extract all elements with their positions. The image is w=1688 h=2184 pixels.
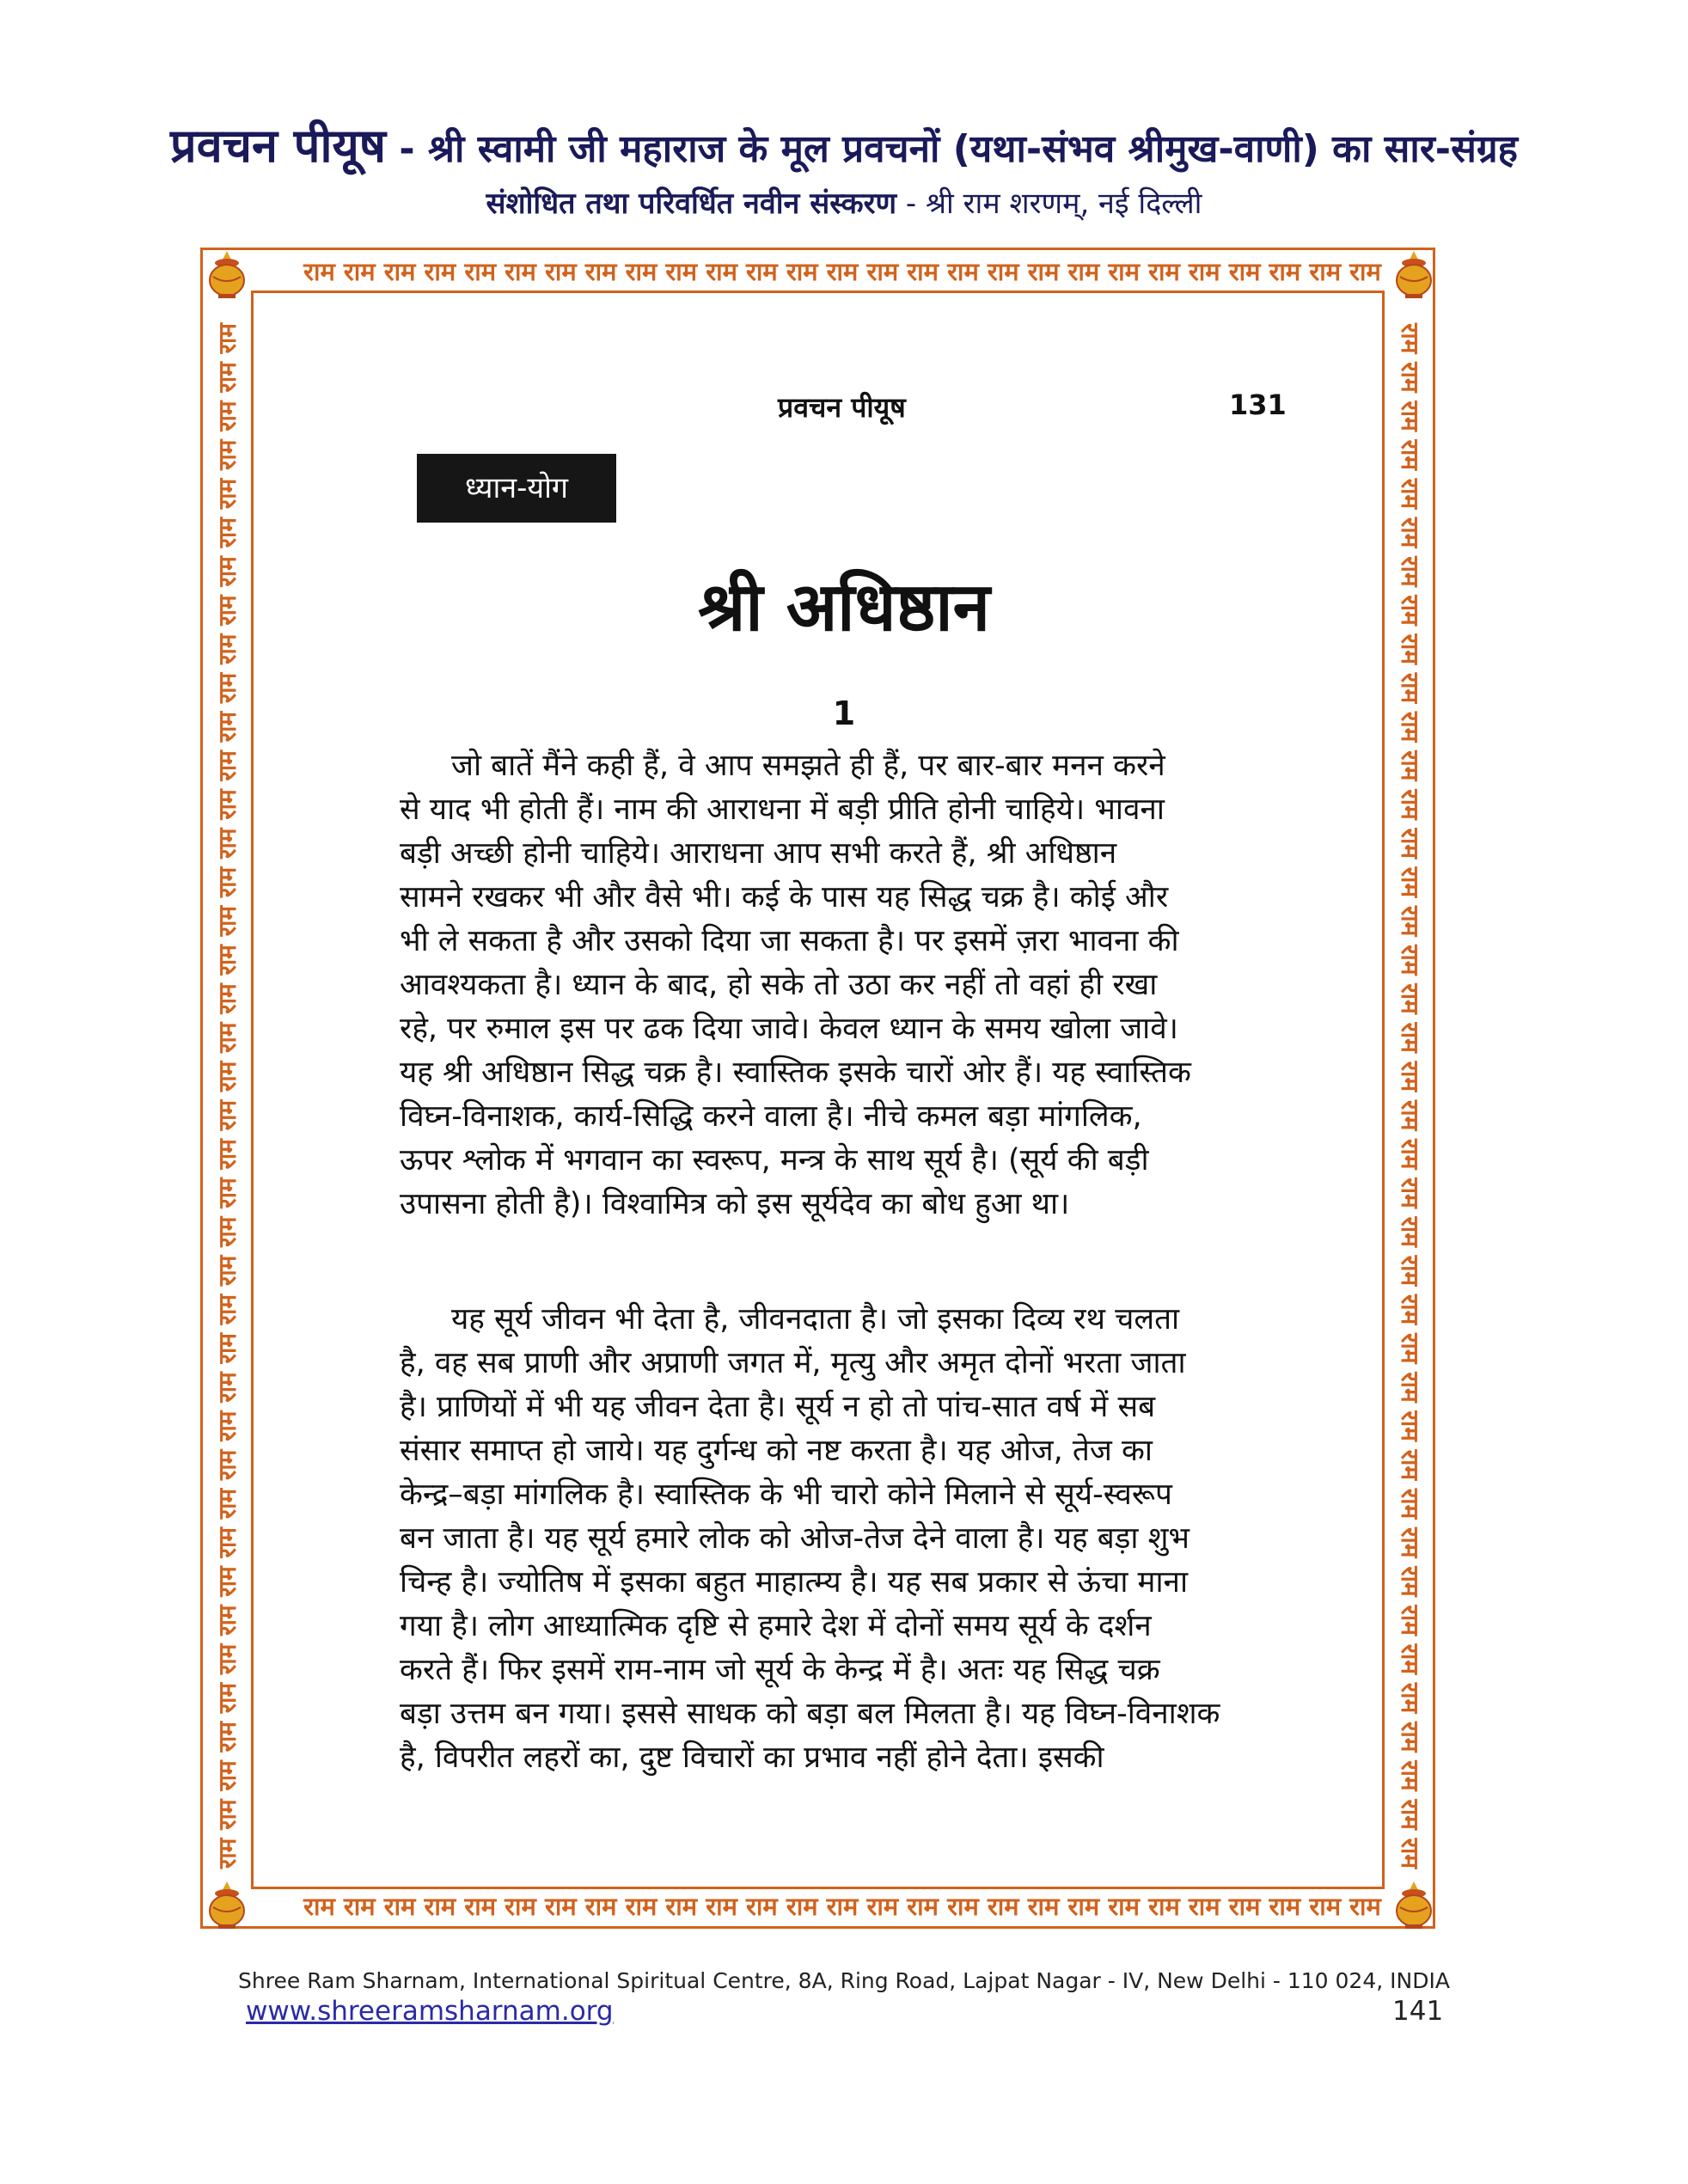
edition-line xyxy=(0,182,1688,222)
kalash-ornament-icon xyxy=(203,248,251,299)
text-line: यह श्री अधिष्ठान सिद्ध चक्र है। स्वास्तिक इसके चारों ओर हैं। यह स्वास्तिक xyxy=(400,1055,1191,1090)
paragraph-1 xyxy=(400,744,1268,1227)
border-right-label: राम राम राम राम राम राम राम राम राम राम राम राम राम राम राम राम राम राम राम राम राम राम राम राम राम राम राम राम राम राम राम राम राम राम राम राम राम राम राम राम xyxy=(1396,322,1424,1869)
kalash-ornament-icon xyxy=(203,1878,251,1930)
footer-address: Shree Ram Sharnam, International Spiritual Centre, 8A, Ring Road, Lajpat Nagar - IV, New Delhi - 110 024, INDIA xyxy=(238,1968,1450,1993)
text-line: यह सूर्य जीवन भी देता है, जीवनदाता है। जो इसका दिव्य रथ चलता xyxy=(451,1302,1180,1337)
text-line: रहे, पर रुमाल इस पर ढक दिया जावे। केवल ध्यान के समय खोला जावे। xyxy=(400,1012,1178,1046)
border-left-text xyxy=(206,314,249,1878)
section-label: ध्यान-योग xyxy=(417,454,616,523)
text-line: भी ले सकता है और उसको दिया जा सकता है। पर इसमें ज़रा भावना की xyxy=(400,924,1179,958)
text-line: है, विपरीत लहरों का, दुष्ट विचारों का प्रभाव नहीं होने देता। इसकी xyxy=(400,1740,1104,1775)
border-top-text: राम राम राम राम राम राम राम राम राम राम राम राम राम राम राम राम राम राम राम राम राम राम राम राम राम राम राम xyxy=(303,257,1381,286)
border-left-label: राम राम राम राम राम राम राम राम राम राम राम राम राम राम राम राम राम राम राम राम राम राम राम राम राम राम राम राम राम राम राम राम राम राम राम राम राम राम राम राम xyxy=(213,322,242,1869)
text-line: चिन्ह है। ज्योतिष में इसका बहुत माहात्म्य है। यह सब प्रकार से ऊंचा माना xyxy=(400,1565,1189,1600)
text-line: आवश्यकता है। ध्यान के बाद, हो सके तो उठा कर नहीं तो वहां ही रखा xyxy=(400,968,1158,1002)
text-line: बन जाता है। यह सूर्य हमारे लोक को ओज-तेज देने वाला है। यह बड़ा शुभ xyxy=(400,1521,1190,1556)
header-title: प्रवचन पीयूष xyxy=(169,119,386,173)
text-line: बड़ी अच्छी होनी चाहिये। आराधना आप सभी करते हैं, श्री अधिष्ठान xyxy=(400,836,1117,871)
edition-publisher: - श्री राम शरणम्, नई दिल्ली xyxy=(896,187,1202,221)
running-header: प्रवचन पीयूष xyxy=(778,391,906,424)
text-line: केन्द्र–बड़ा मांगलिक है। स्वास्तिक के भी चारो कोने मिलाने से सूर्य-स्वरूप xyxy=(400,1477,1172,1512)
text-line: से याद भी होती हैं। नाम की आराधना में बड़ी प्रीति होनी चाहिये। भावना xyxy=(400,792,1165,827)
chapter-title: श्री अधिष्ठान xyxy=(698,569,990,646)
chapter-number: 1 xyxy=(832,694,856,732)
text-line: जो बातें मैंने कही हैं, वे आप समझते ही हैं, पर बार-बार मनन करने xyxy=(451,749,1165,783)
paragraph-2 xyxy=(400,1298,1268,1780)
kalash-ornament-icon xyxy=(1390,248,1438,299)
text-line: संसार समाप्त हो जाये। यह दुर्गन्ध को नष्ट करता है। यह ओज, तेज का xyxy=(400,1434,1153,1468)
text-line: है, वह सब प्राणी और अप्राणी जगत में, मृत्यु और अमृत दोनों भरता जाता xyxy=(400,1346,1186,1380)
text-line: विघ्न-विनाशक, कार्य-सिद्धि करने वाला है। नीचे कमल बड़ा मांगलिक, xyxy=(400,1099,1142,1134)
border-right-text xyxy=(1388,314,1431,1878)
book-page-number: 131 xyxy=(1229,388,1287,421)
text-line: बड़ा उत्तम बन गया। इससे साधक को बड़ा बल मिलता है। यह विघ्न-विनाशक xyxy=(400,1697,1220,1731)
border-bottom-text: राम राम राम राम राम राम राम राम राम राम राम राम राम राम राम राम राम राम राम राम राम राम राम राम राम राम राम xyxy=(303,1892,1381,1921)
pdf-page-number: 141 xyxy=(1392,1996,1444,2027)
text-line: सामने रखकर भी और वैसे भी। कई के पास यह सिद्ध चक्र है। कोई और xyxy=(400,880,1169,915)
text-line: उपासना होती है)। विश्वामित्र को इस सूर्यदेव का बोध हुआ था। xyxy=(400,1187,1070,1221)
kalash-ornament-icon xyxy=(1390,1878,1438,1930)
text-line: गया है। लोग आध्यात्मिक दृष्टि से हमारे देश में दोनों समय सूर्य के दर्शन xyxy=(400,1609,1152,1643)
header-subtitle: - श्री स्वामी जी महाराज के मूल प्रवचनों (यथा-संभव श्रीमुख-वाणी) का सार-संग्रह xyxy=(399,127,1518,171)
website-link[interactable]: www.shreeramsharnam.org xyxy=(246,1996,614,2027)
text-line: ऊपर श्लोक में भगवान का स्वरूप, मन्त्र के साथ सूर्य है। (सूर्य की बड़ी xyxy=(400,1143,1149,1178)
text-line: करते हैं। फिर इसमें राम-नाम जो सूर्य के केन्द्र में है। अतः यह सिद्ध चक्र xyxy=(400,1653,1160,1687)
document-header xyxy=(0,112,1688,175)
edition-bold: संशोधित तथा परिवर्धित नवीन संस्करण xyxy=(486,187,897,221)
text-line: है। प्राणियों में भी यह जीवन देता है। सूर्य न हो तो पांच-सात वर्ष में सब xyxy=(400,1390,1156,1424)
